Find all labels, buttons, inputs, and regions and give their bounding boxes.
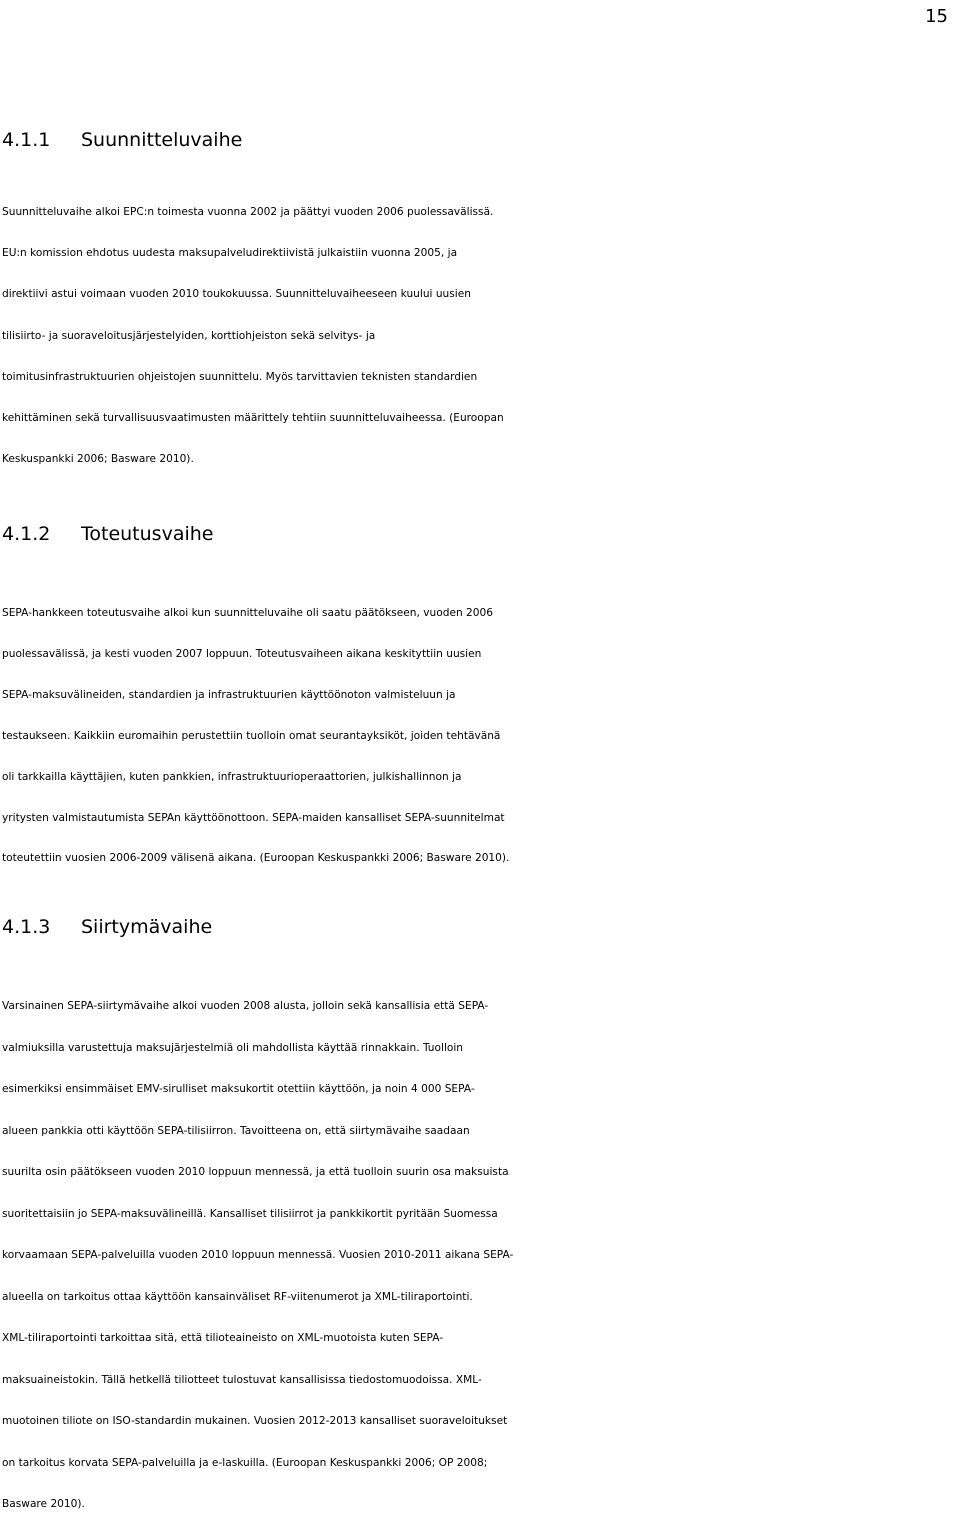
text-line: alueella on tarkoitus ottaa käyttöön kansainväliset RF-viitenumerot ja XML-tiliraportointi. (2, 1290, 473, 1303)
section-heading-4-1-2 (2, 521, 213, 547)
text-line: toimitusinfrastruktuurien ohjeistojen suunnittelu. Myös tarvittavien teknisten standardien (2, 370, 478, 383)
text-line: kehittäminen sekä turvallisuusvaatimusten määrittely tehtiin suunnitteluvaiheessa. (Euroopan (2, 412, 504, 425)
section-number: 4.1.2 (2, 523, 51, 545)
text-line: maksuaineistokin. Tällä hetkellä tiliotteet tulostuvat kansallisissa tiedostomuodoissa. XML- (2, 1373, 482, 1386)
text-line: esimerkiksi ensimmäiset EMV-sirulliset maksukortit otettiin käyttöön, ja noin 4 000 SEPA- (2, 1083, 475, 1095)
text-line: SEPA-maksuvälineiden, standardien ja infrastruktuurien käyttöönoton valmisteluun ja (2, 688, 456, 701)
text-line: testaukseen. Kaikkiin euromaihin perustettiin tuolloin omat seurantayksiköt, joiden tehtävänä (2, 729, 501, 742)
text-line: direktiivi astui voimaan vuoden 2010 toukokuussa. Suunnitteluvaiheeseen kuului uusien (2, 288, 471, 301)
text-line: Varsinainen SEPA-siirtymävaihe alkoi vuoden 2008 alusta, jolloin sekä kansallisia että SEPA- (2, 1000, 489, 1012)
text-line: oli tarkkailla käyttäjien, kuten pankkien, infrastruktuurioperaattorien, julkishallinnon ja (2, 770, 462, 783)
text-line: korvaamaan SEPA-palveluilla vuoden 2010 loppuun mennessä. Vuosien 2010-2011 aikana SEPA- (2, 1249, 514, 1261)
text-line: muotoinen tiliote on ISO-standardin mukainen. Vuosien 2012-2013 kansalliset suoraveloitukset (2, 1415, 508, 1427)
text-line: yritysten valmistautumista SEPAn käyttöönottoon. SEPA-maiden kansalliset SEPA-suunnitelmat (2, 811, 505, 824)
text-line: tilisiirto- ja suoraveloitusjärjestelyiden, korttiohjeiston sekä selvitys- ja (2, 329, 376, 342)
section-heading-4-1-1 (2, 127, 242, 153)
section-paragraph-4-1-1 (2, 192, 960, 480)
text-line: puolessavälissä, ja kesti vuoden 2007 loppuun. Toteutusvaiheen aikana keskityttiin uusien (2, 647, 482, 660)
section-number: 4.1.1 (2, 129, 51, 151)
section-number: 4.1.3 (2, 916, 51, 938)
section-heading-4-1-3 (2, 914, 212, 940)
text-line: EU:n komission ehdotus uudesta maksupalveludirektiivistä julkaistiin vuonna 2005, ja (2, 247, 458, 260)
text-line: toteutettiin vuosien 2006-2009 välisenä aikana. (Euroopan Keskuspankki 2006; Basware 2010). (2, 852, 510, 865)
text-line: valmiuksilla varustettuja maksujärjestelmiä oli mahdollista käyttää rinnakkain. Tuolloin (2, 1041, 464, 1054)
text-line: SEPA-hankkeen toteutusvaihe alkoi kun suunnitteluvaihe oli saatu päätökseen, vuoden 2006 (2, 607, 494, 619)
section-paragraph-4-1-2 (2, 593, 960, 879)
text-line: suoritettaisiin jo SEPA-maksuvälineillä. Kansalliset tilisiirrot ja pankkikortit pyritään Suomessa (2, 1207, 498, 1220)
text-line: alueen pankkia otti käyttöön SEPA-tilisiirron. Tavoitteena on, että siirtymävaihe saadaan (2, 1124, 470, 1137)
text-line: XML-tiliraportointi tarkoittaa sitä, että tilioteaineisto on XML-muotoista kuten SEPA- (2, 1332, 444, 1344)
section-title: Toteutusvaihe (81, 523, 214, 545)
text-line: on tarkoitus korvata SEPA-palveluilla ja e-laskuilla. (Euroopan Keskuspankki 2006; OP 2008; (2, 1456, 488, 1469)
section-paragraph-4-1-3 (2, 986, 960, 1526)
section-title: Suunnitteluvaihe (81, 129, 243, 151)
text-line: suurilta osin päätökseen vuoden 2010 loppuun mennessä, ja että tuolloin suurin osa maksuista (2, 1166, 509, 1178)
text-line: Keskuspankki 2006; Basware 2010). (2, 453, 194, 466)
section-title: Siirtymävaihe (81, 916, 213, 938)
text-line: Basware 2010). (2, 1498, 85, 1510)
page-number: 15 (925, 6, 948, 27)
text-line: Suunnitteluvaihe alkoi EPC:n toimesta vuonna 2002 ja päättyi vuoden 2006 puolessavälissä. (2, 206, 494, 218)
